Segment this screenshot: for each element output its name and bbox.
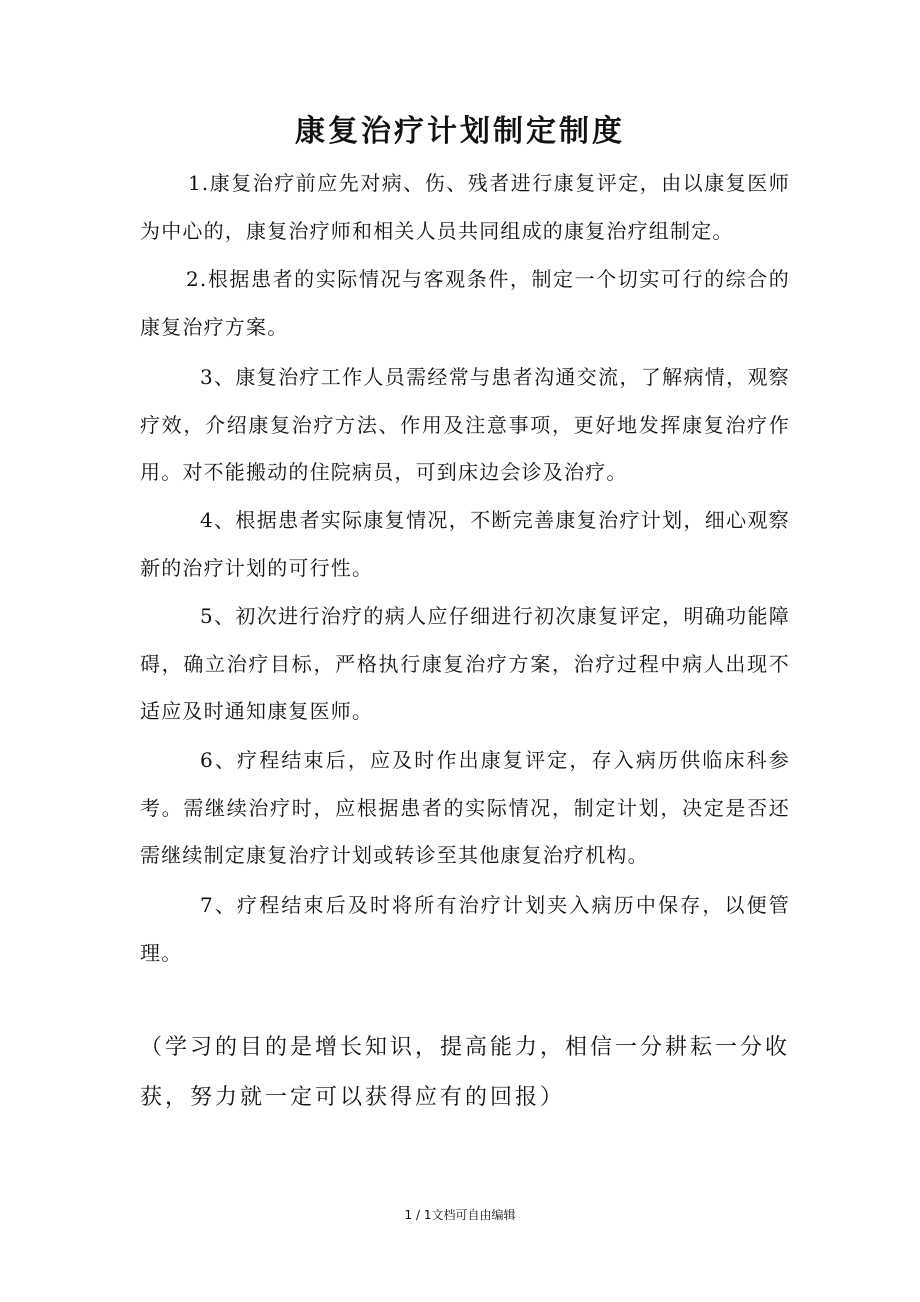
paragraph-2: 2.根据患者的实际情况与客观条件，制定一个切实可行的综合的康复治疗方案。: [140, 267, 790, 339]
page-footer: 1 / 1文档可自由编辑: [404, 1208, 516, 1222]
paragraph-6: 6、疗程结束后，应及时作出康复评定，存入病历供临床科参考。需继续治疗时，应根据患者的实际情况，制定计划，决定是否还需继续制定康复治疗计划或转诊至其他康复治疗机构。: [140, 748, 790, 867]
paragraph-3: 3、康复治疗工作人员需经常与患者沟通交流，了解病情，观察疗效，介绍康复治疗方法、作用及注意事项，更好地发挥康复治疗作用。对不能搬动的住院病员，可到床边会诊及治疗。: [140, 365, 790, 484]
document-title: 康复治疗计划制定制度: [295, 114, 625, 149]
paragraph-1: 1.康复治疗前应先对病、伤、残者进行康复评定，由以康复医师为中心的，康复治疗师和相关人员共同组成的康复治疗组制定。: [140, 171, 790, 243]
paragraph-5: 5、初次进行治疗的病人应仔细进行初次康复评定，明确功能障碍，确立治疗目标，严格执行康复治疗方案，治疗过程中病人出现不适应及时通知康复医师。: [140, 604, 790, 723]
paragraph-7: 7、疗程结束后及时将所有治疗计划夹入病历中保存，以便管理。: [140, 893, 790, 965]
closing-note: （学习的目的是增长知识，提高能力，相信一分耕耘一分收获，努力就一定可以获得应有的回报）: [140, 1035, 791, 1110]
paragraph-4: 4、根据患者实际康复情况，不断完善康复治疗计划，细心观察新的治疗计划的可行性。: [140, 508, 790, 580]
